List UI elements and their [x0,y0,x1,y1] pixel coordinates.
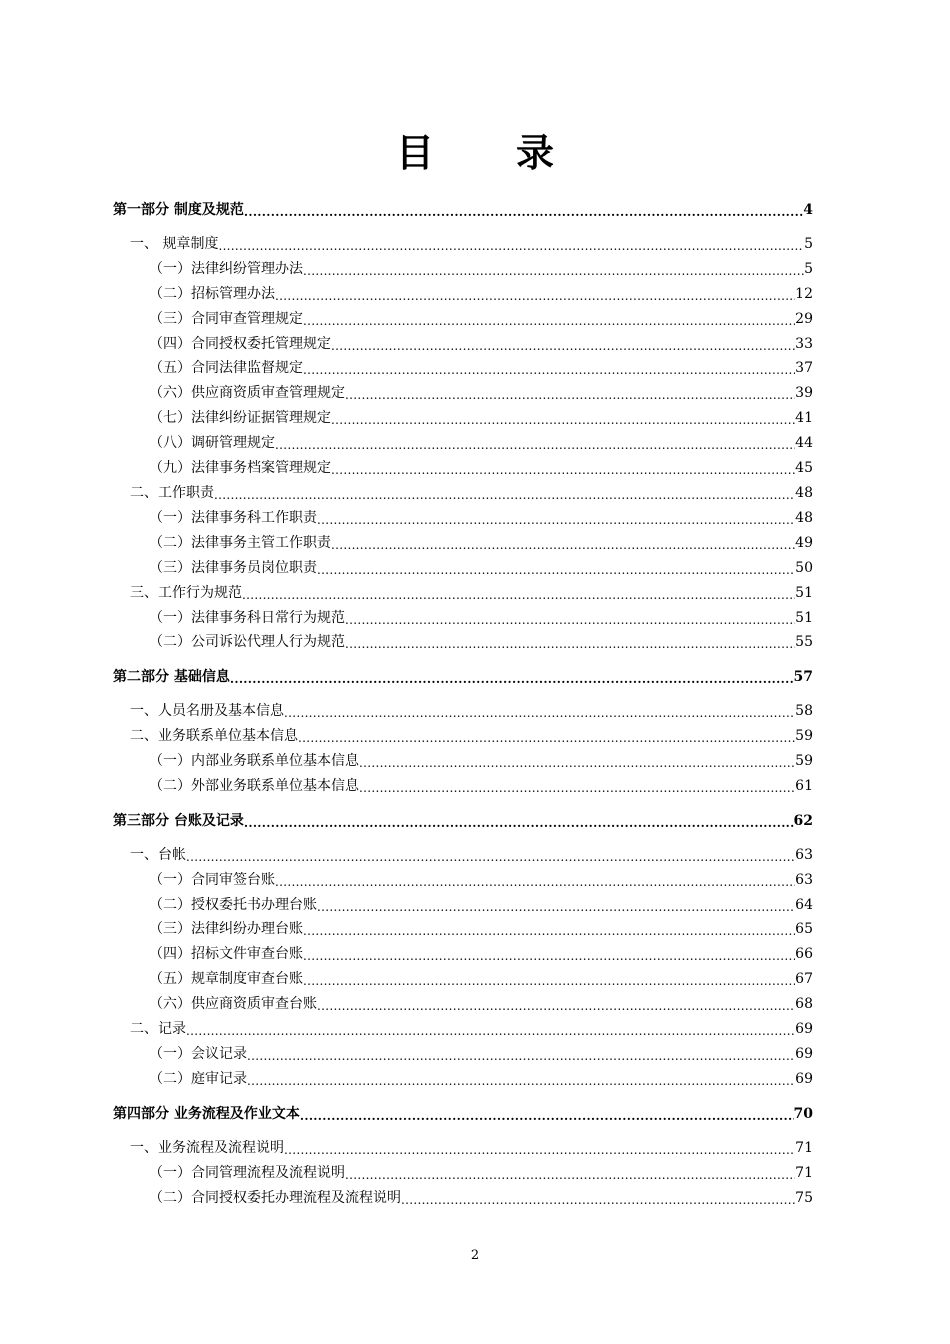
toc-entry-page: 75 [795,1190,813,1206]
toc-entry[interactable] [113,700,813,722]
toc-entry-page: 62 [793,813,813,829]
toc-entry-page: 45 [795,460,813,476]
toc-entry-label: （二）授权委托书办理台账 [149,897,317,913]
toc-entry-page: 33 [795,336,813,352]
toc-entry[interactable] [113,582,813,604]
toc-entry[interactable] [113,869,813,891]
toc-entry-page: 66 [795,946,813,962]
toc-entry-label: 二、工作职责 [130,485,214,501]
toc-entry-page: 55 [795,634,813,650]
toc-entry-page: 50 [795,560,813,576]
toc-entry-label: 一、台帐 [130,847,186,863]
toc-dot-leader [247,1043,795,1065]
toc-dot-leader [303,258,804,280]
toc-entry-page: 41 [795,410,813,426]
toc-entry-label: 二、记录 [130,1021,186,1037]
toc-entry-page: 65 [795,921,813,937]
toc-dot-leader [331,407,795,429]
toc-entry[interactable] [113,482,813,504]
toc-entry[interactable] [113,631,813,653]
toc-entry-label: （五）规章制度审查台账 [149,971,303,987]
toc-entry-label: （一）法律事务科日常行为规范 [149,610,345,626]
toc-dot-leader [317,557,795,579]
toc-entry[interactable] [113,1018,813,1040]
toc-entry-label: （一）法律事务科工作职责 [149,510,317,526]
toc-entry[interactable] [113,532,813,554]
toc-entry-label: （六）供应商资质审查台账 [149,996,317,1012]
toc-entry-page: 71 [795,1165,813,1181]
toc-dot-leader [303,968,795,990]
toc-entry-page: 70 [793,1106,813,1122]
toc-entry[interactable] [113,1187,813,1209]
toc-entry-page: 51 [795,610,813,626]
toc-entry[interactable] [113,258,813,280]
toc-dot-leader [284,1137,795,1159]
toc-entry-page: 37 [795,360,813,376]
toc-entry-page: 48 [795,485,813,501]
toc-dot-leader [401,1187,795,1209]
toc-dot-leader [345,1162,795,1184]
toc-entry[interactable] [113,432,813,454]
toc-entry-label: （七）法律纠纷证据管理规定 [149,410,331,426]
toc-part-entry[interactable] [113,666,813,688]
toc-entry-page: 39 [795,385,813,401]
toc-entry[interactable] [113,333,813,355]
toc-dot-leader [317,894,795,916]
toc-entry[interactable] [113,308,813,330]
toc-part-entry[interactable] [113,1103,813,1125]
toc-entry-page: 57 [793,669,813,685]
toc-entry[interactable] [113,968,813,990]
toc-dot-leader [317,993,795,1015]
toc-entry-page: 49 [795,535,813,551]
toc-entry-label: （五）合同法律监督规定 [149,360,303,376]
toc-entry-label: （九）法律事务档案管理规定 [149,460,331,476]
toc-entry-page: 51 [795,585,813,601]
toc-title-char-1: 目 [395,131,434,175]
toc-entry-page: 59 [795,753,813,769]
toc-dot-leader [186,844,795,866]
toc-entry[interactable] [113,918,813,940]
toc-entry[interactable] [113,943,813,965]
toc-dot-leader [244,199,803,221]
toc-entry-label: （一）法律纠纷管理办法 [149,261,303,277]
toc-entry-page: 69 [795,1021,813,1037]
toc-entry-label: （一）合同管理流程及流程说明 [149,1165,345,1181]
toc-dot-leader [214,482,795,504]
toc-entry-label: （四）招标文件审查台账 [149,946,303,962]
toc-entry[interactable] [113,993,813,1015]
toc-entry[interactable] [113,357,813,379]
toc-dot-leader [275,869,795,891]
toc-entry[interactable] [113,1068,813,1090]
toc-entry-label: （二）法律事务主管工作职责 [149,535,331,551]
toc-entry-label: 三、工作行为规范 [130,585,242,601]
toc-entry-label: 第二部分 基础信息 [113,669,230,685]
toc-dot-leader [317,507,795,529]
toc-entry-label: （四）合同授权委托管理规定 [149,336,331,352]
toc-entry-label: 二、业务联系单位基本信息 [130,728,298,744]
toc-dot-leader [284,700,795,722]
toc-entry-page: 29 [795,311,813,327]
toc-entry[interactable] [113,1043,813,1065]
toc-dot-leader [359,775,795,797]
toc-entry-page: 4 [803,202,813,218]
toc-dot-leader [275,432,795,454]
toc-entry-page: 67 [795,971,813,987]
toc-entry-label: 第一部分 制度及规范 [113,202,244,218]
toc-dot-leader [303,943,795,965]
toc-entry-label: （一）会议记录 [149,1046,247,1062]
toc-entry-page: 69 [795,1071,813,1087]
toc-dot-leader [218,233,804,255]
toc-entry[interactable] [113,725,813,747]
toc-entry[interactable] [113,407,813,429]
toc-entry[interactable] [113,233,813,255]
toc-entry-label: （二）外部业务联系单位基本信息 [149,778,359,794]
toc-entry[interactable] [113,557,813,579]
toc-dot-leader [300,1103,794,1125]
toc-entry-page: 5 [804,261,813,277]
toc-entry-page: 71 [795,1140,813,1156]
toc-dot-leader [303,357,795,379]
toc-entry-page: 5 [804,236,813,252]
toc-entry-page: 68 [795,996,813,1012]
toc-dot-leader [345,631,795,653]
toc-dot-leader [303,918,795,940]
toc-dot-leader [244,810,794,832]
toc-entry-page: 61 [795,778,813,794]
toc-entry-label: （二）公司诉讼代理人行为规范 [149,634,345,650]
toc-entry[interactable] [113,1162,813,1184]
toc-dot-leader [331,457,795,479]
toc-entry-page: 63 [795,872,813,888]
toc-entry-page: 12 [795,286,813,302]
toc-entry-label: （二）庭审记录 [149,1071,247,1087]
toc-dot-leader [247,1068,795,1090]
toc-entry-page: 63 [795,847,813,863]
toc-entry[interactable] [113,844,813,866]
toc-entry-label: 第三部分 台账及记录 [113,813,244,829]
toc-entry-label: （三）法律纠纷办理台账 [149,921,303,937]
toc-dot-leader [345,607,795,629]
toc-entry-label: （三）法律事务员岗位职责 [149,560,317,576]
toc-entry-page: 58 [795,703,813,719]
toc-entry-label: 第四部分 业务流程及作业文本 [113,1106,300,1122]
toc-entry[interactable] [113,1137,813,1159]
toc-entry-label: （二）招标管理办法 [149,286,275,302]
toc-entry-label: 一、 规章制度 [130,236,219,252]
toc-entry[interactable] [113,507,813,529]
toc-entry[interactable] [113,382,813,404]
toc-entry[interactable] [113,457,813,479]
page-number: 2 [470,1248,480,1263]
toc-part-entry[interactable] [113,199,813,221]
toc-title [0,128,950,178]
toc-dot-leader [331,333,795,355]
toc-entry-label: 一、人员名册及基本信息 [130,703,284,719]
toc-entry-label: 一、业务流程及流程说明 [130,1140,284,1156]
toc-entry-page: 64 [795,897,813,913]
toc-dot-leader [303,308,795,330]
toc-dot-leader [275,283,795,305]
toc-entry[interactable] [113,775,813,797]
toc-entry-label: （一）内部业务联系单位基本信息 [149,753,359,769]
toc-entry-page: 69 [795,1046,813,1062]
toc-dot-leader [331,532,795,554]
toc-dot-leader [186,1018,795,1040]
toc-entry-label: （一）合同审签台账 [149,872,275,888]
toc-part-entry[interactable] [113,810,813,832]
toc-entry[interactable] [113,750,813,772]
toc-dot-leader [230,666,794,688]
toc-entry-label: （八）调研管理规定 [149,435,275,451]
toc-title-char-2: 录 [516,131,555,175]
toc-entry[interactable] [113,283,813,305]
toc-dot-leader [359,750,795,772]
toc-entry-label: （六）供应商资质审查管理规定 [149,385,345,401]
toc-entry-page: 59 [795,728,813,744]
toc-dot-leader [345,382,795,404]
toc-dot-leader [242,582,795,604]
toc-entry[interactable] [113,894,813,916]
toc-dot-leader [298,725,795,747]
toc-entry-page: 48 [795,510,813,526]
toc-entry-page: 44 [795,435,813,451]
toc-entry[interactable] [113,607,813,629]
toc-entry-label: （二）合同授权委托办理流程及流程说明 [149,1190,401,1206]
toc-entry-label: （三）合同审查管理规定 [149,311,303,327]
